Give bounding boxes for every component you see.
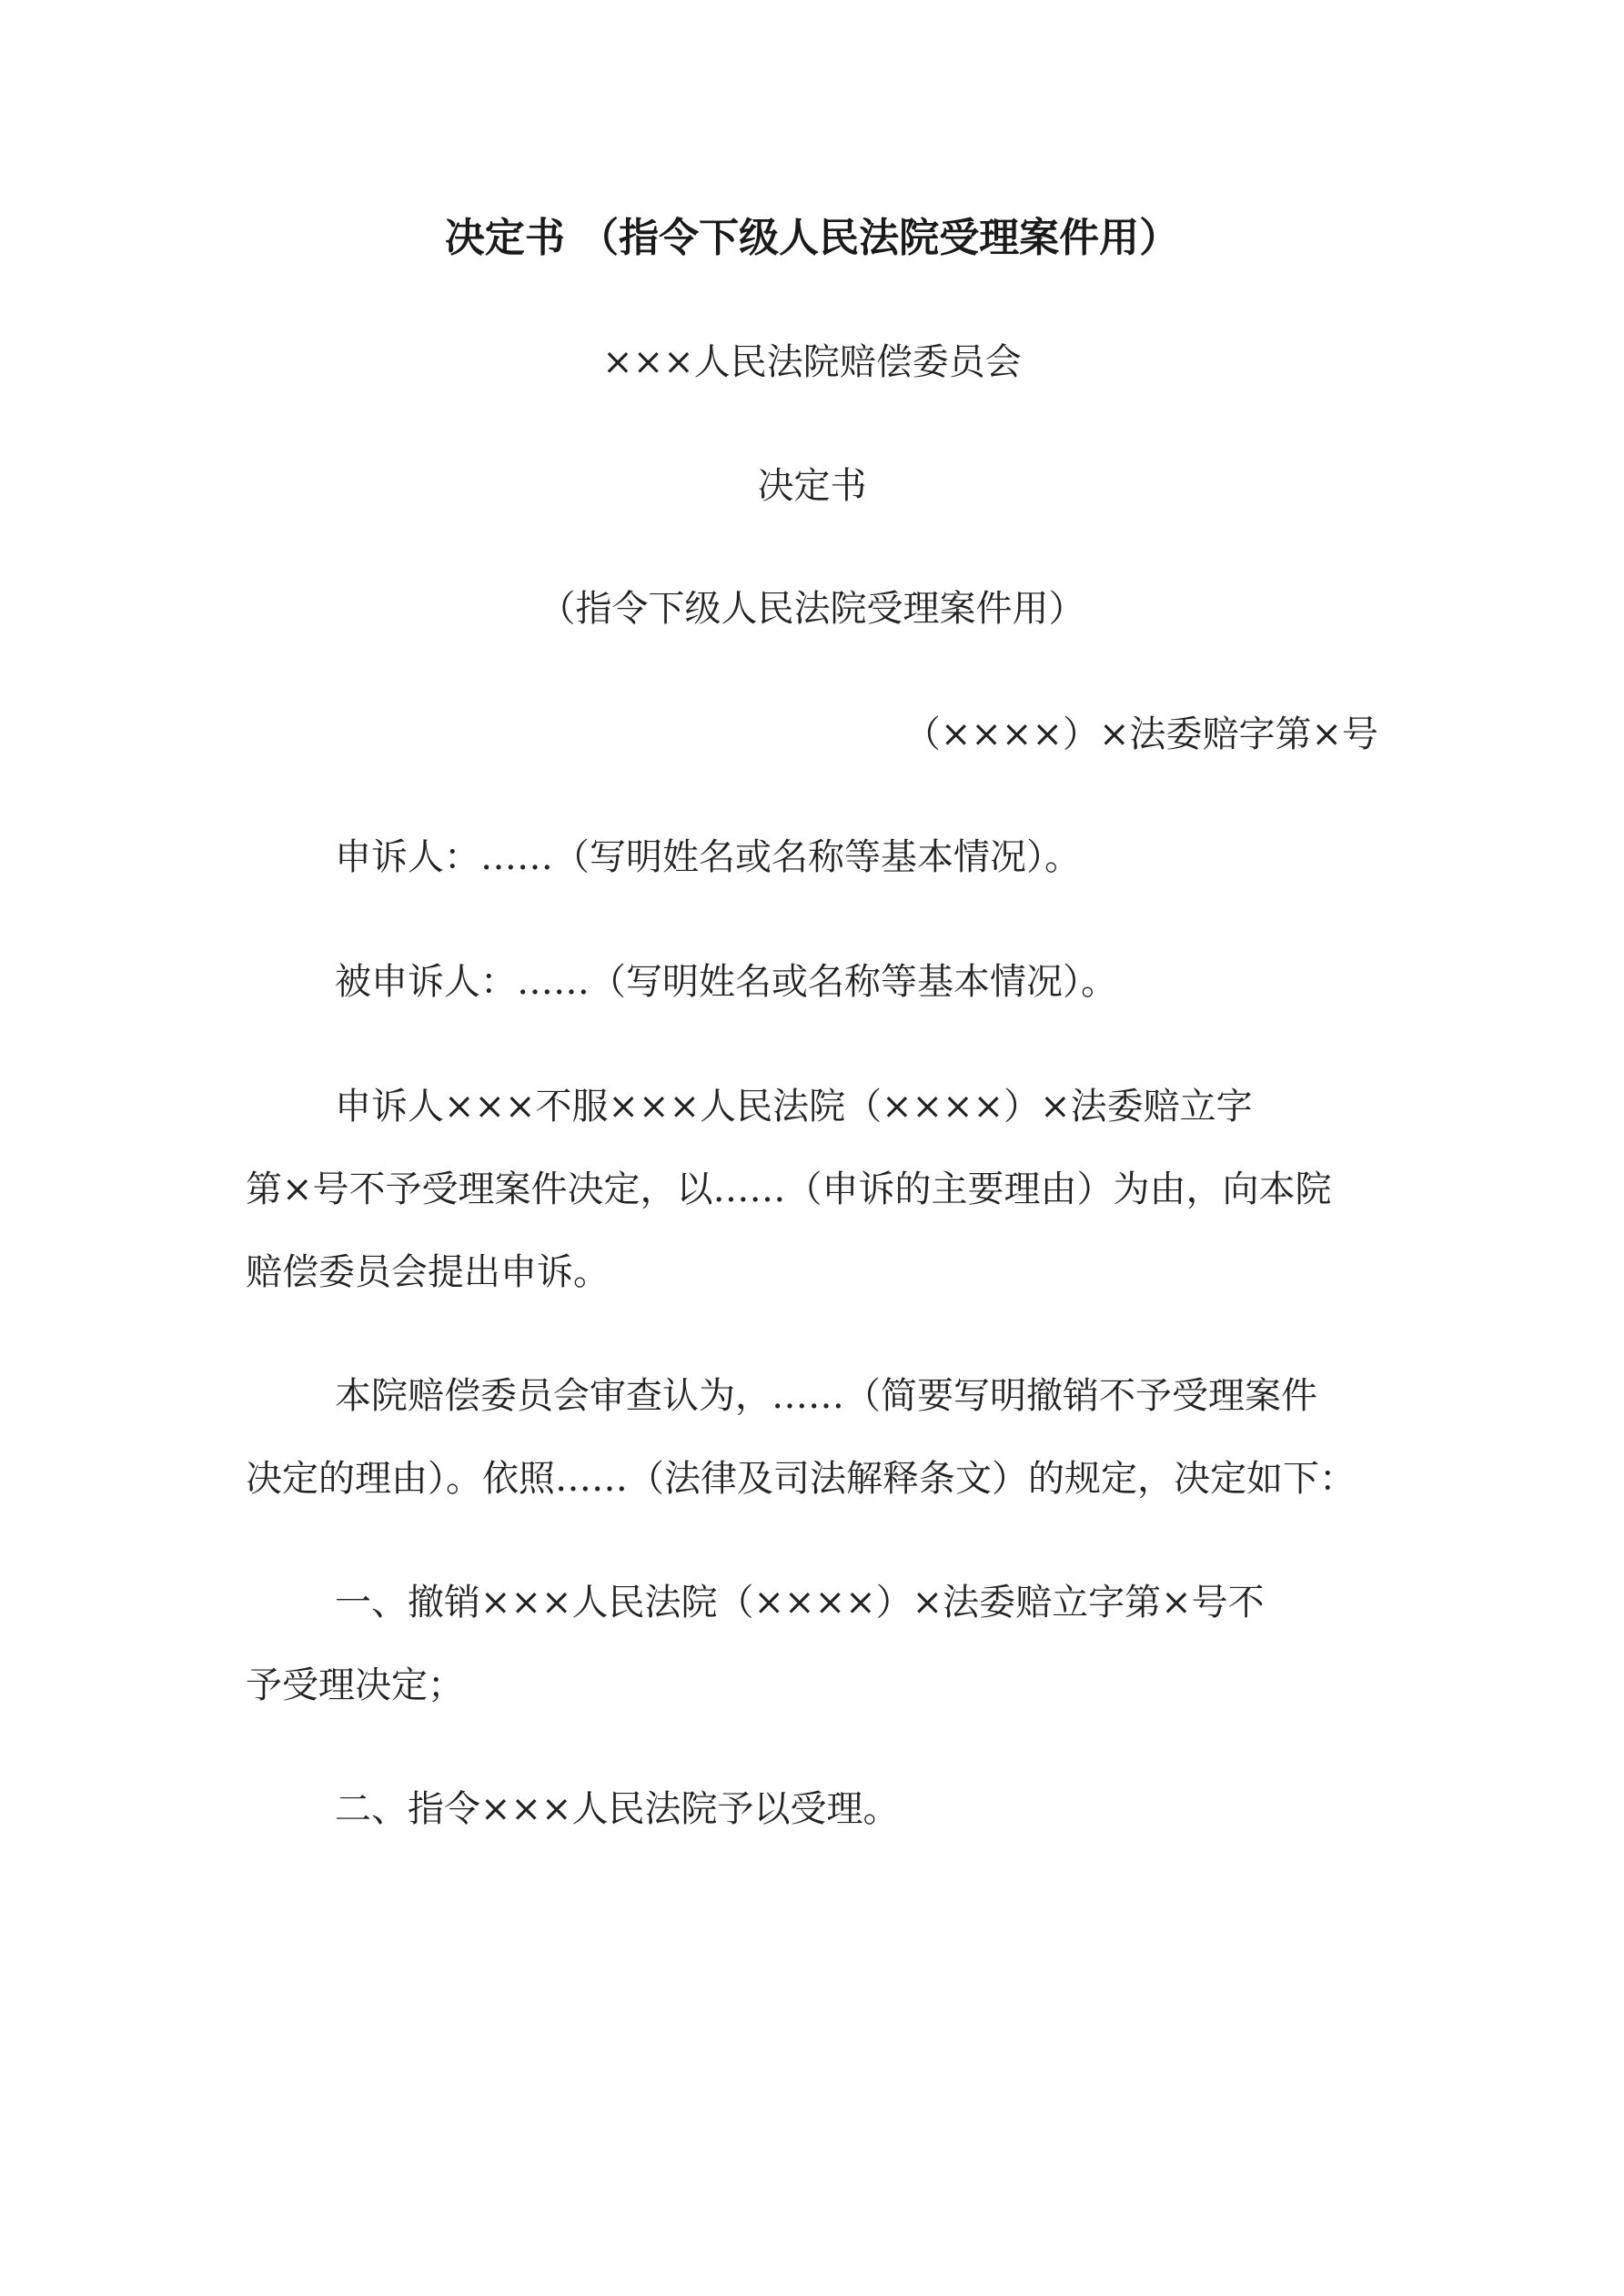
decision-item-1-line2: 予受理决定；: [246, 1664, 464, 1706]
respondent-line: 被申诉人：……（写明姓名或名称等基本情况）。: [335, 961, 1117, 1003]
para1-line1: 申诉人×××不服×××人民法院（××××）×法委赔立字: [335, 1086, 1253, 1128]
para1-line3: 赔偿委员会提出申诉。: [246, 1251, 610, 1293]
decision-item-1-line1: 一、撤销×××人民法院（××××）×法委赔立字第×号不: [335, 1582, 1265, 1623]
document-type: 决定书: [757, 465, 867, 507]
court-name: ×××人民法院赔偿委员会: [602, 341, 1022, 383]
para1-line2: 第×号不予受理案件决定，以……（申诉的主要理由）为由，向本院: [246, 1168, 1332, 1210]
document-title: 决定书 （指令下级人民法院受理案件用）: [444, 215, 1180, 261]
para2-line2: 决定的理由）。依照……（法律及司法解释条文）的规定，决定如下：: [246, 1458, 1356, 1500]
case-number: （××××）×法委赔字第×号: [903, 713, 1378, 755]
decision-item-2: 二、指令×××人民法院予以受理。: [335, 1788, 900, 1830]
para2-line1: 本院赔偿委员会审查认为，……（简要写明撤销不予受理案件: [335, 1375, 1317, 1417]
document-subtitle: （指令下级人民法院受理案件用）: [539, 588, 1085, 630]
appellant-line: 申诉人：……（写明姓名或名称等基本情况）。: [335, 836, 1081, 878]
